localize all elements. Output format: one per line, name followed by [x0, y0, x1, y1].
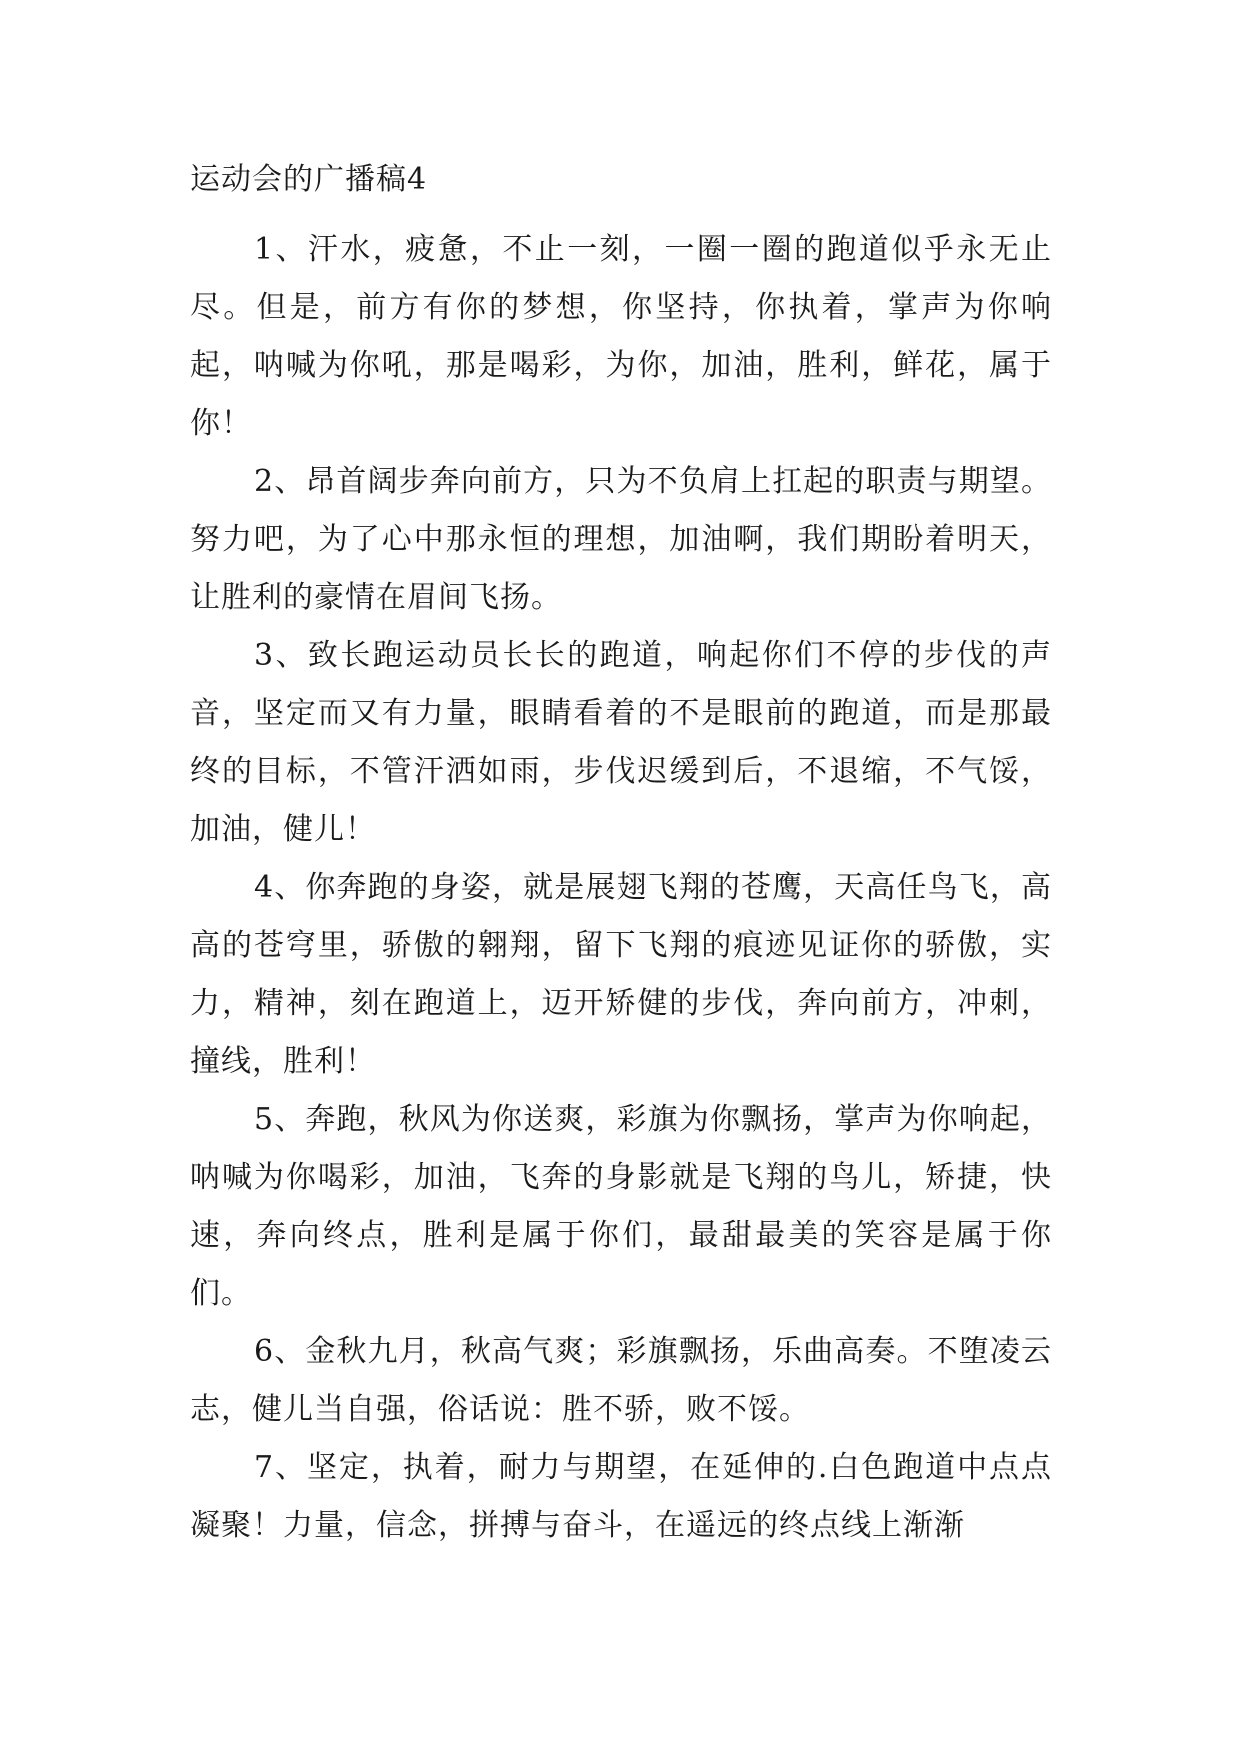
document-title: 运动会的广播稿4	[190, 162, 428, 197]
paragraph-2: 2、昂首阔步奔向前方，只为不负肩上扛起的职责与期望。努力吧，为了心中那永恒的理想，加油啊，我们期盼着明天，让胜利的豪情在眉间飞扬。	[190, 464, 1052, 615]
paragraph-4: 4、你奔跑的身姿，就是展翅飞翔的苍鹰，天高任鸟飞，高高的苍穹里，骄傲的翱翔，留下飞翔的痕迹见证你的骄傲，实力，精神，刻在跑道上，迈开矫健的步伐，奔向前方，冲刺，撞线，胜利！	[190, 870, 1052, 1079]
paragraph-3: 3、致长跑运动员长长的跑道，响起你们不停的步伐的声音，坚定而又有力量，眼睛看着的不是眼前的跑道，而是那最终的目标，不管汗洒如雨，步伐迟缓到后，不退缩，不气馁，加油，健儿！	[190, 638, 1052, 847]
paragraph-7: 7、坚定，执着，耐力与期望，在延伸的.白色跑道中点点凝聚！力量，信念，拼搏与奋斗，在遥远的终点线上渐渐	[190, 1450, 1052, 1543]
paragraph-1: 1、汗水，疲惫，不止一刻，一圈一圈的跑道似乎永无止尽。但是，前方有你的梦想，你坚持，你执着，掌声为你响起，呐喊为你吼，那是喝彩，为你，加油，胜利，鲜花，属于你！	[190, 232, 1052, 441]
paragraph-5: 5、奔跑，秋风为你送爽，彩旗为你飘扬，掌声为你响起，呐喊为你喝彩，加油，飞奔的身影就是飞翔的鸟儿，矫捷，快速，奔向终点，胜利是属于你们，最甜最美的笑容是属于你们。	[190, 1102, 1052, 1311]
paragraph-6: 6、金秋九月，秋高气爽；彩旗飘扬，乐曲高奏。不堕凌云志，健儿当自强，俗话说：胜不骄，败不馁。	[190, 1334, 1052, 1427]
document-body	[190, 221, 1052, 1555]
